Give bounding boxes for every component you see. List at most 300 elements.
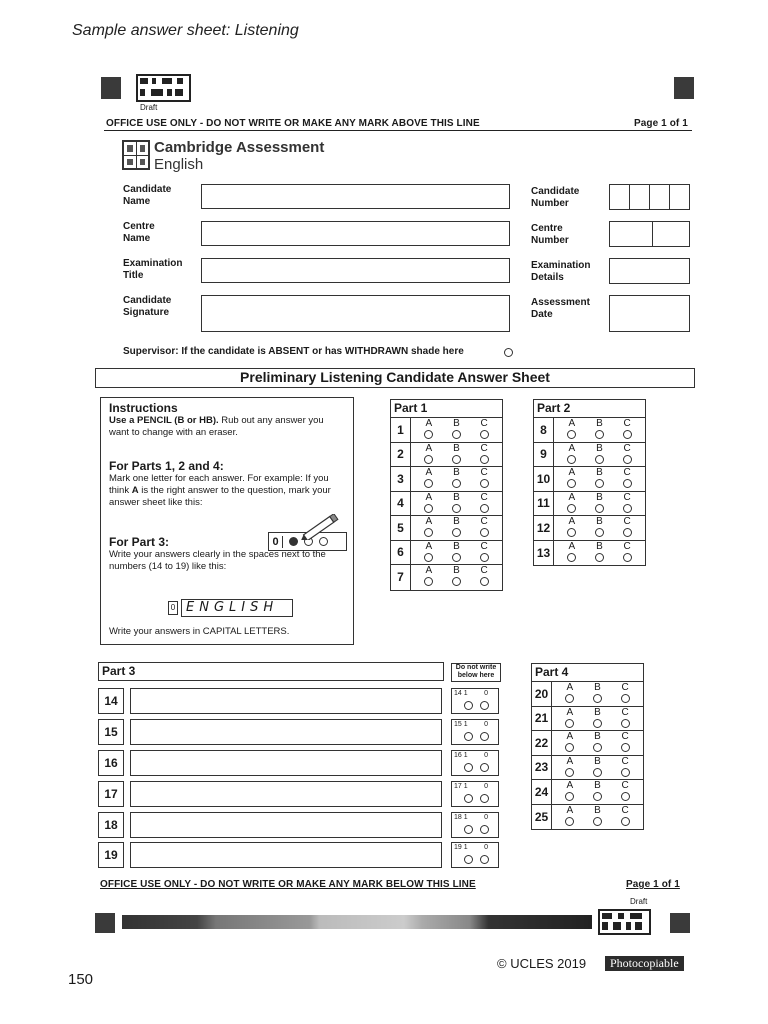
option-bubble[interactable] xyxy=(623,468,632,490)
option-circle[interactable] xyxy=(621,817,630,826)
option-bubble[interactable] xyxy=(567,419,576,441)
question-number: 13 xyxy=(534,541,554,566)
option-bubble[interactable] xyxy=(452,566,461,589)
answer-field[interactable] xyxy=(130,842,442,868)
option-bubble[interactable] xyxy=(595,493,604,515)
marker-code: 15 1 xyxy=(454,721,468,728)
option-letter: A xyxy=(425,565,433,576)
option-bubble[interactable] xyxy=(452,493,461,515)
option-letter: A xyxy=(568,540,576,552)
option-circle[interactable] xyxy=(567,528,576,537)
option-bubble[interactable] xyxy=(565,708,574,730)
question-row xyxy=(534,418,645,443)
barcode-bottom xyxy=(598,909,651,935)
marker-box xyxy=(451,781,499,807)
parts124-heading: For Parts 1, 2 and 4: xyxy=(109,459,224,473)
marker-circle xyxy=(464,763,473,772)
example-word-box xyxy=(168,598,293,618)
question-row xyxy=(532,805,643,830)
option-letter: A xyxy=(566,706,574,718)
option-bubble[interactable] xyxy=(424,566,433,589)
option-circle[interactable] xyxy=(565,817,574,826)
answer-options xyxy=(411,516,502,540)
option-bubble[interactable] xyxy=(565,806,574,829)
option-circle[interactable] xyxy=(623,455,632,464)
option-bubble[interactable] xyxy=(565,732,574,754)
option-letter: B xyxy=(594,804,601,816)
option-circle[interactable] xyxy=(452,528,461,537)
option-bubble[interactable] xyxy=(623,517,632,539)
option-circle[interactable] xyxy=(593,768,602,777)
instructions-box xyxy=(100,397,354,645)
option-circle[interactable] xyxy=(424,553,433,562)
answer-field[interactable] xyxy=(130,750,442,776)
option-letter: B xyxy=(596,467,603,478)
question-number: 9 xyxy=(534,443,554,467)
option-bubble[interactable] xyxy=(480,493,489,515)
answer-options xyxy=(554,443,645,467)
option-letter: C xyxy=(621,780,629,791)
option-circle[interactable] xyxy=(424,528,433,537)
marker-circle xyxy=(480,855,489,864)
page-heading: Sample answer sheet: Listening xyxy=(72,22,299,39)
part3-row xyxy=(98,812,442,838)
answer-options xyxy=(411,492,502,516)
marker-circle xyxy=(480,794,489,803)
marker-circle xyxy=(480,763,489,772)
option-bubble[interactable] xyxy=(480,517,489,539)
option-circle[interactable] xyxy=(623,528,632,537)
question-number: 24 xyxy=(532,780,552,804)
grey-scale-bar xyxy=(122,915,592,929)
question-row xyxy=(532,682,643,707)
option-letter: B xyxy=(453,418,460,429)
candidate-number-label: Candidate Number xyxy=(531,186,580,209)
option-bubble[interactable] xyxy=(593,732,602,754)
option-bubble[interactable] xyxy=(452,542,461,564)
assessment-date-field[interactable] xyxy=(609,295,690,332)
answer-options xyxy=(411,541,502,565)
option-circle[interactable] xyxy=(595,504,604,513)
top-rule xyxy=(104,130,692,131)
part2-title: Part 2 xyxy=(534,400,645,418)
question-number: 5 xyxy=(391,516,411,540)
answer-field[interactable] xyxy=(130,688,442,714)
marker-zero: 0 xyxy=(484,721,488,728)
option-bubble[interactable] xyxy=(480,542,489,564)
option-letter: C xyxy=(480,418,488,429)
option-bubble[interactable] xyxy=(623,493,632,515)
option-bubble[interactable] xyxy=(567,517,576,539)
part3-heading: For Part 3: xyxy=(109,535,170,549)
option-circle[interactable] xyxy=(565,694,574,703)
question-row xyxy=(532,707,643,732)
page-indicator-top: Page 1 of 1 xyxy=(634,118,688,129)
option-letter: A xyxy=(425,442,433,454)
option-letter: B xyxy=(596,516,603,527)
option-bubble[interactable] xyxy=(424,419,433,441)
question-number: 19 xyxy=(98,842,124,868)
option-letter: A xyxy=(425,540,433,552)
marker-box xyxy=(451,750,499,776)
option-letter: B xyxy=(596,418,603,429)
question-row xyxy=(391,443,502,468)
centre-name-field[interactable] xyxy=(201,221,510,246)
option-letter: A xyxy=(425,418,433,429)
part3-row xyxy=(98,688,442,714)
candidate-name-field[interactable] xyxy=(201,184,510,209)
answer-options xyxy=(552,682,643,706)
question-number: 2 xyxy=(391,443,411,467)
option-circle[interactable] xyxy=(567,479,576,488)
option-bubble[interactable] xyxy=(595,468,604,490)
question-number: 20 xyxy=(532,682,552,706)
part2-panel xyxy=(533,399,646,566)
option-bubble[interactable] xyxy=(565,683,574,705)
marker-box xyxy=(451,842,499,868)
option-circle[interactable] xyxy=(595,528,604,537)
marker-circle xyxy=(480,732,489,741)
option-bubble[interactable] xyxy=(480,468,489,490)
part3-row xyxy=(98,719,442,745)
answer-options xyxy=(554,516,645,540)
question-row xyxy=(391,516,502,541)
option-circle[interactable] xyxy=(621,719,630,728)
marker-circle xyxy=(464,825,473,834)
marker-zero: 0 xyxy=(484,783,488,790)
marker-box xyxy=(451,688,499,714)
question-row xyxy=(391,418,502,443)
question-number: 23 xyxy=(532,756,552,780)
option-bubble[interactable] xyxy=(623,542,632,565)
question-number: 17 xyxy=(98,781,124,807)
option-bubble[interactable] xyxy=(567,468,576,490)
question-number: 12 xyxy=(534,516,554,540)
part3-title: Part 3 xyxy=(98,662,444,681)
option-bubble[interactable] xyxy=(593,708,602,730)
option-letter: B xyxy=(596,540,603,552)
question-row xyxy=(532,780,643,805)
option-circle[interactable] xyxy=(595,479,604,488)
option-circle[interactable] xyxy=(593,719,602,728)
question-number: 25 xyxy=(532,805,552,830)
option-letter: A xyxy=(566,755,574,767)
question-number: 6 xyxy=(391,541,411,565)
option-letter: C xyxy=(621,731,629,742)
option-letter: B xyxy=(453,467,460,478)
option-bubble[interactable] xyxy=(452,517,461,539)
option-letter: B xyxy=(594,755,601,767)
option-bubble[interactable] xyxy=(565,757,574,779)
registration-mark-top-left xyxy=(101,77,121,99)
option-circle[interactable] xyxy=(480,455,489,464)
option-circle[interactable] xyxy=(480,479,489,488)
question-number: 15 xyxy=(98,719,124,745)
option-bubble[interactable] xyxy=(424,493,433,515)
registration-mark-top-right xyxy=(674,77,694,99)
exam-details-field[interactable] xyxy=(609,258,690,284)
option-circle[interactable] xyxy=(595,553,604,562)
option-bubble[interactable] xyxy=(621,708,630,730)
option-circle[interactable] xyxy=(424,504,433,513)
option-circle[interactable] xyxy=(621,792,630,801)
marker-circle xyxy=(464,732,473,741)
option-circle[interactable] xyxy=(621,694,630,703)
option-circle[interactable] xyxy=(480,577,489,586)
option-letter: B xyxy=(453,516,460,527)
question-number: 21 xyxy=(532,707,552,731)
option-letter: C xyxy=(623,467,631,478)
answer-options xyxy=(411,467,502,491)
question-row xyxy=(532,731,643,756)
marker-code: 19 1 xyxy=(454,844,468,851)
option-bubble[interactable] xyxy=(593,683,602,705)
option-letter: A xyxy=(425,491,433,503)
option-letter: B xyxy=(596,442,603,454)
part3-row xyxy=(98,750,442,776)
marker-zero: 0 xyxy=(484,814,488,821)
option-circle[interactable] xyxy=(424,430,433,439)
option-bubble[interactable] xyxy=(424,444,433,466)
option-circle[interactable] xyxy=(565,719,574,728)
answer-options xyxy=(552,780,643,804)
copyright: © UCLES 2019 xyxy=(497,956,587,971)
question-number: 11 xyxy=(534,492,554,516)
centre-number-label: Centre Number xyxy=(531,223,569,246)
question-number: 22 xyxy=(532,731,552,755)
question-row xyxy=(391,467,502,492)
option-circle[interactable] xyxy=(480,553,489,562)
option-bubble[interactable] xyxy=(424,542,433,564)
question-row xyxy=(534,541,645,566)
question-row xyxy=(391,541,502,566)
candidate-number-field[interactable] xyxy=(609,184,690,210)
option-bubble[interactable] xyxy=(593,757,602,779)
option-circle[interactable] xyxy=(567,504,576,513)
option-bubble[interactable] xyxy=(621,781,630,803)
option-bubble[interactable] xyxy=(480,419,489,441)
question-row xyxy=(534,443,645,468)
option-letter: B xyxy=(594,731,601,742)
option-letter: A xyxy=(568,418,576,429)
option-letter: C xyxy=(480,516,488,527)
centre-name-label: Centre Name xyxy=(123,221,155,244)
question-number: 3 xyxy=(391,467,411,491)
answer-options xyxy=(554,492,645,516)
option-bubble[interactable] xyxy=(452,468,461,490)
option-circle[interactable] xyxy=(621,768,630,777)
option-letter: B xyxy=(594,780,601,791)
question-number: 7 xyxy=(391,565,411,590)
option-letter: B xyxy=(453,540,460,552)
part1-title: Part 1 xyxy=(391,400,502,418)
answer-field[interactable] xyxy=(130,781,442,807)
option-bubble[interactable] xyxy=(595,444,604,466)
option-circle[interactable] xyxy=(593,694,602,703)
option-letter: B xyxy=(453,491,460,503)
option-circle[interactable] xyxy=(452,455,461,464)
option-letter: C xyxy=(623,442,631,454)
office-use-bottom: OFFICE USE ONLY - DO NOT WRITE OR MAKE ANY MARK BELOW THIS LINE xyxy=(100,879,476,890)
option-bubble[interactable] xyxy=(621,806,630,829)
option-letter: A xyxy=(568,442,576,454)
cambridge-crest-icon xyxy=(122,140,150,170)
option-bubble[interactable] xyxy=(567,542,576,565)
answer-field[interactable] xyxy=(130,812,442,838)
answer-options xyxy=(552,756,643,780)
answer-field[interactable] xyxy=(130,719,442,745)
option-circle[interactable] xyxy=(623,430,632,439)
option-letter: C xyxy=(480,491,488,503)
option-letter: C xyxy=(623,516,631,527)
option-bubble[interactable] xyxy=(565,781,574,803)
part4-title: Part 4 xyxy=(532,664,643,682)
photocopiable-badge: Photocopiable xyxy=(605,956,684,971)
option-letter: A xyxy=(566,682,574,693)
exam-title-field[interactable] xyxy=(201,258,510,283)
option-circle[interactable] xyxy=(480,528,489,537)
option-bubble[interactable] xyxy=(424,517,433,539)
option-circle[interactable] xyxy=(565,743,574,752)
marker-circle xyxy=(480,701,489,710)
answer-options xyxy=(554,418,645,442)
option-circle[interactable] xyxy=(623,479,632,488)
option-circle[interactable] xyxy=(621,743,630,752)
marker-box xyxy=(451,719,499,745)
centre-number-field[interactable] xyxy=(609,221,690,247)
option-letter: C xyxy=(623,418,631,429)
option-circle[interactable] xyxy=(595,455,604,464)
logo-line1: Cambridge Assessment xyxy=(154,139,325,156)
marker-zero: 0 xyxy=(484,844,488,851)
logo-line2: English xyxy=(154,156,204,173)
option-letter: A xyxy=(568,516,576,527)
option-circle[interactable] xyxy=(595,430,604,439)
option-circle[interactable] xyxy=(567,553,576,562)
option-circle[interactable] xyxy=(452,479,461,488)
option-bubble[interactable] xyxy=(480,566,489,589)
part3-row xyxy=(98,842,442,868)
option-bubble[interactable] xyxy=(593,781,602,803)
draft-label-bottom: Draft xyxy=(630,897,648,906)
option-letter: A xyxy=(566,780,574,791)
option-letter: B xyxy=(596,491,603,503)
draft-label-top: Draft xyxy=(140,103,158,112)
signature-field[interactable] xyxy=(201,295,510,332)
option-circle[interactable] xyxy=(452,504,461,513)
option-circle[interactable] xyxy=(424,479,433,488)
option-circle[interactable] xyxy=(452,430,461,439)
option-bubble[interactable] xyxy=(424,468,433,490)
marker-code: 14 1 xyxy=(454,690,468,697)
option-circle[interactable] xyxy=(593,817,602,826)
option-letter: C xyxy=(480,540,488,552)
exam-title-label: Examination Title xyxy=(123,258,183,281)
option-circle[interactable] xyxy=(565,792,574,801)
option-bubble[interactable] xyxy=(621,683,630,705)
answer-options xyxy=(552,805,643,830)
question-number: 8 xyxy=(534,418,554,442)
answer-options xyxy=(411,443,502,467)
absent-radio[interactable] xyxy=(504,348,513,357)
option-circle[interactable] xyxy=(565,768,574,777)
option-bubble[interactable] xyxy=(623,444,632,466)
option-bubble[interactable] xyxy=(452,419,461,441)
question-number: 1 xyxy=(391,418,411,442)
option-bubble[interactable] xyxy=(593,806,602,829)
assessment-date-label: Assessment Date xyxy=(531,297,590,320)
marker-circle xyxy=(464,794,473,803)
marker-zero: 0 xyxy=(484,690,488,697)
option-bubble[interactable] xyxy=(452,444,461,466)
option-circle[interactable] xyxy=(593,792,602,801)
option-circle[interactable] xyxy=(593,743,602,752)
question-number: 16 xyxy=(98,750,124,776)
option-circle[interactable] xyxy=(623,553,632,562)
barcode-top xyxy=(136,74,191,102)
option-circle[interactable] xyxy=(424,577,433,586)
example-word: ENGLISH xyxy=(181,599,293,617)
option-letter: C xyxy=(480,442,488,454)
option-letter: A xyxy=(425,516,433,527)
part3-row xyxy=(98,781,442,807)
option-circle[interactable] xyxy=(452,577,461,586)
marker-circle xyxy=(464,855,473,864)
option-bubble[interactable] xyxy=(567,444,576,466)
page-indicator-bottom: Page 1 of 1 xyxy=(626,879,680,890)
option-bubble[interactable] xyxy=(595,517,604,539)
answer-options xyxy=(411,565,502,590)
option-letter: C xyxy=(621,755,629,767)
option-letter: C xyxy=(480,565,488,576)
candidate-name-label: Candidate Name xyxy=(123,184,172,207)
option-circle[interactable] xyxy=(480,430,489,439)
option-bubble[interactable] xyxy=(480,444,489,466)
option-bubble[interactable] xyxy=(567,493,576,515)
option-bubble[interactable] xyxy=(621,757,630,779)
question-row xyxy=(391,565,502,590)
option-bubble[interactable] xyxy=(595,542,604,565)
option-bubble[interactable] xyxy=(595,419,604,441)
answer-options xyxy=(554,541,645,566)
option-circle[interactable] xyxy=(424,455,433,464)
option-letter: C xyxy=(621,804,629,816)
option-circle[interactable] xyxy=(480,504,489,513)
option-bubble[interactable] xyxy=(623,419,632,441)
option-circle[interactable] xyxy=(623,504,632,513)
option-circle[interactable] xyxy=(567,455,576,464)
option-letter: A xyxy=(568,491,576,503)
option-letter: B xyxy=(453,442,460,454)
capitals-note: Write your answers in CAPITAL LETTERS. xyxy=(109,626,290,637)
option-letter: B xyxy=(594,706,601,718)
answer-options xyxy=(552,731,643,755)
question-row xyxy=(534,516,645,541)
question-number: 14 xyxy=(98,688,124,714)
option-bubble[interactable] xyxy=(621,732,630,754)
option-letter: C xyxy=(480,467,488,478)
marker-code: 17 1 xyxy=(454,783,468,790)
pencil-rest: Rub out any answer you want to change with an eraser. xyxy=(109,415,324,438)
supervisor-note: Supervisor: If the candidate is ABSENT or has WITHDRAWN shade here xyxy=(123,346,464,357)
registration-mark-bottom-left xyxy=(95,913,115,933)
part4-panel xyxy=(531,663,644,830)
option-circle[interactable] xyxy=(452,553,461,562)
option-circle[interactable] xyxy=(567,430,576,439)
question-number: 18 xyxy=(98,812,124,838)
registration-mark-bottom-right xyxy=(670,913,690,933)
option-letter: A xyxy=(568,467,576,478)
